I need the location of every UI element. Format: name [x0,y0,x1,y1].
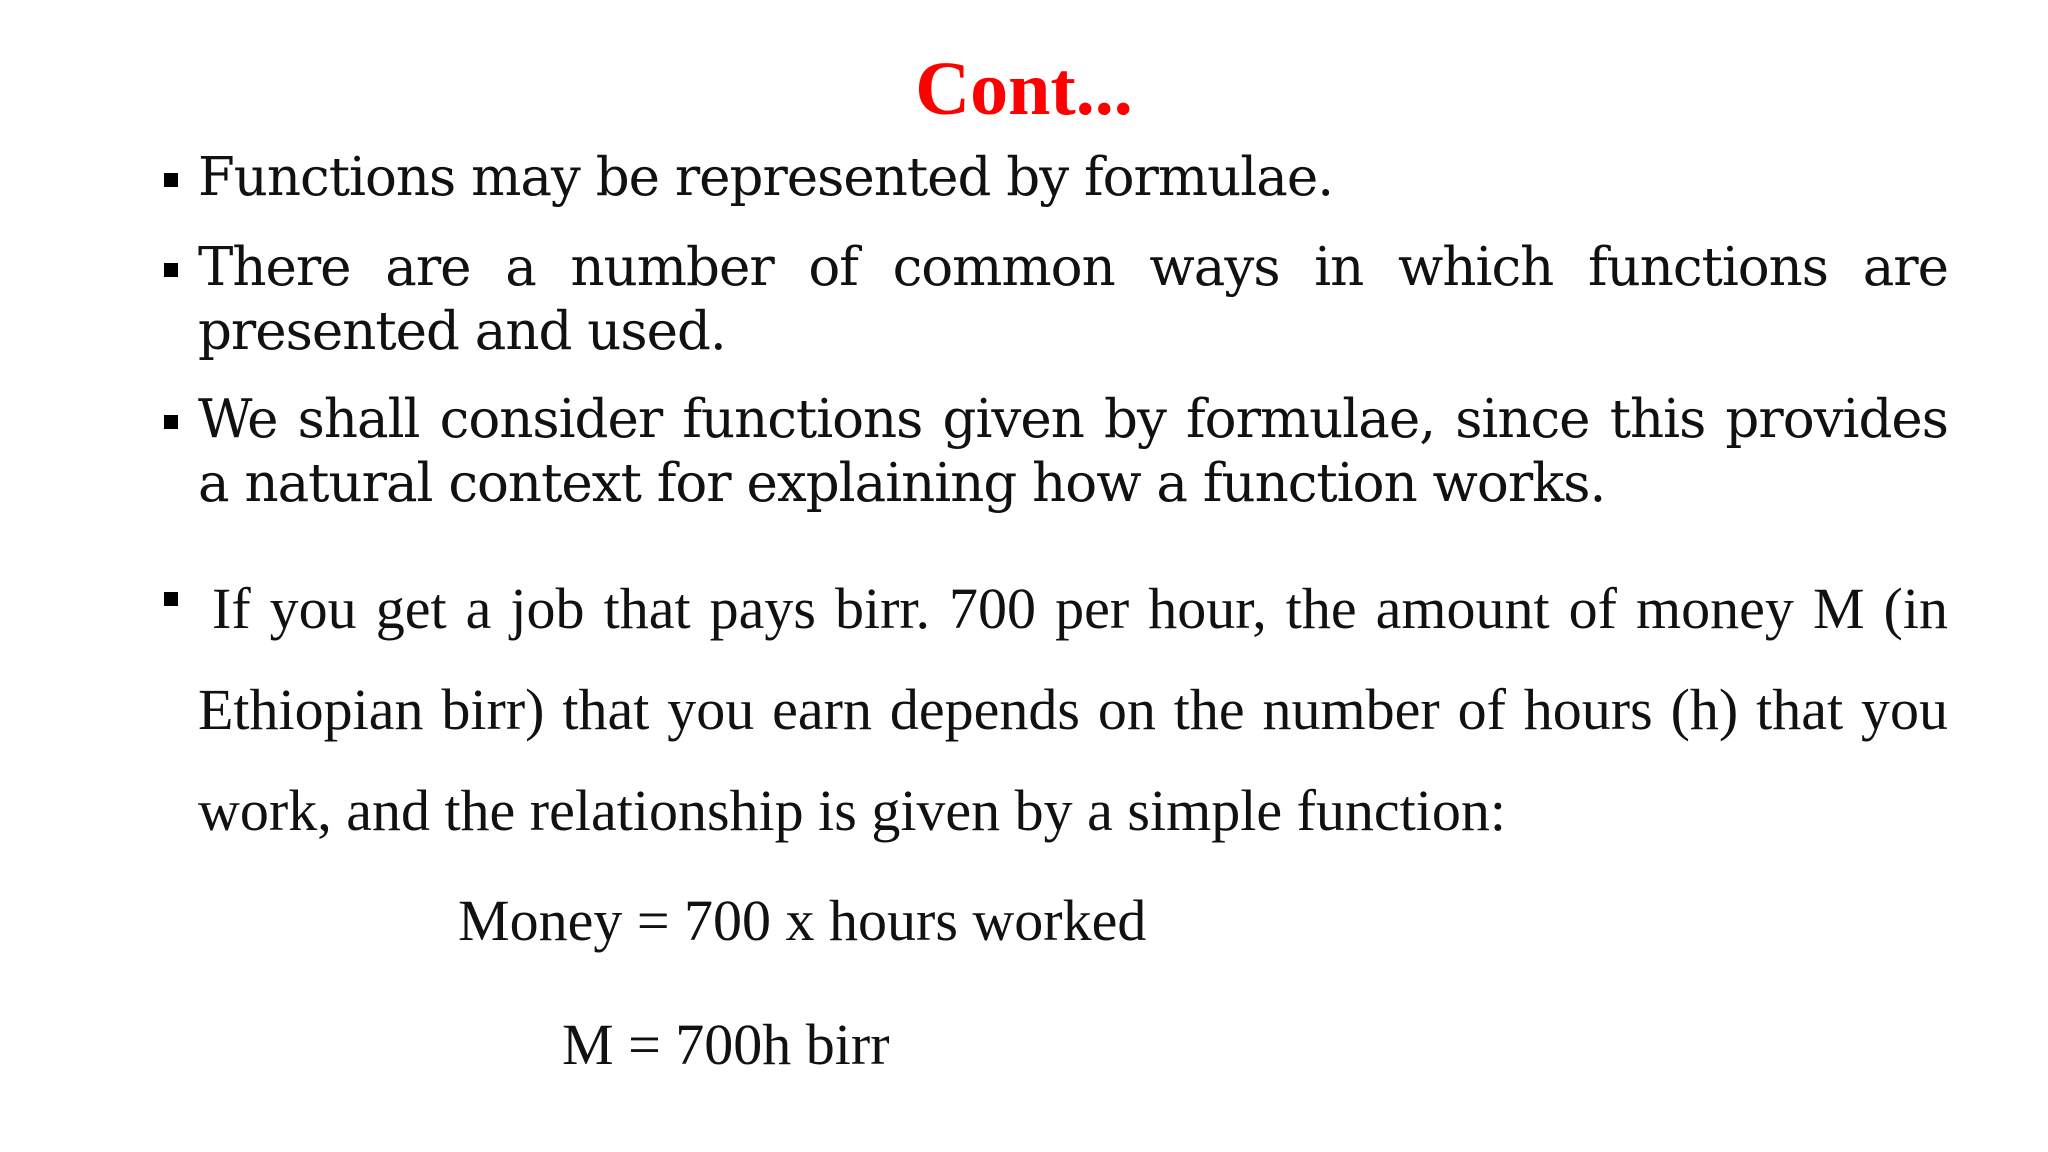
bullet-item [160,236,1948,364]
bullet-text: If you get a job that pays birr. 700 per hour, the amount of money M (in Ethiopian birr) that you earn depends on the number of hours (h) that you work, and the relationship is given by a simple function: [198,576,1948,843]
square-bullet-icon [164,415,178,429]
square-bullet-icon [164,173,178,187]
formula-money: Money = 700 x hours worked [458,888,1147,953]
bullet-text: Functions may be represented by formulae. [198,147,1334,208]
square-bullet-icon [164,263,178,277]
bullet-item [160,558,1948,861]
bullet-item [160,146,1948,210]
bullet-text: There are a number of common ways in which functions are presented and used. [198,237,1948,362]
bullet-text: We shall consider functions given by formulae, since this provides a natural context for explaining how a function works. [198,389,1948,514]
bullet-item [160,388,1948,516]
slide-title: Cont... [915,47,1133,131]
square-bullet-icon [164,592,178,606]
formula-m: M = 700h birr [562,1012,890,1077]
